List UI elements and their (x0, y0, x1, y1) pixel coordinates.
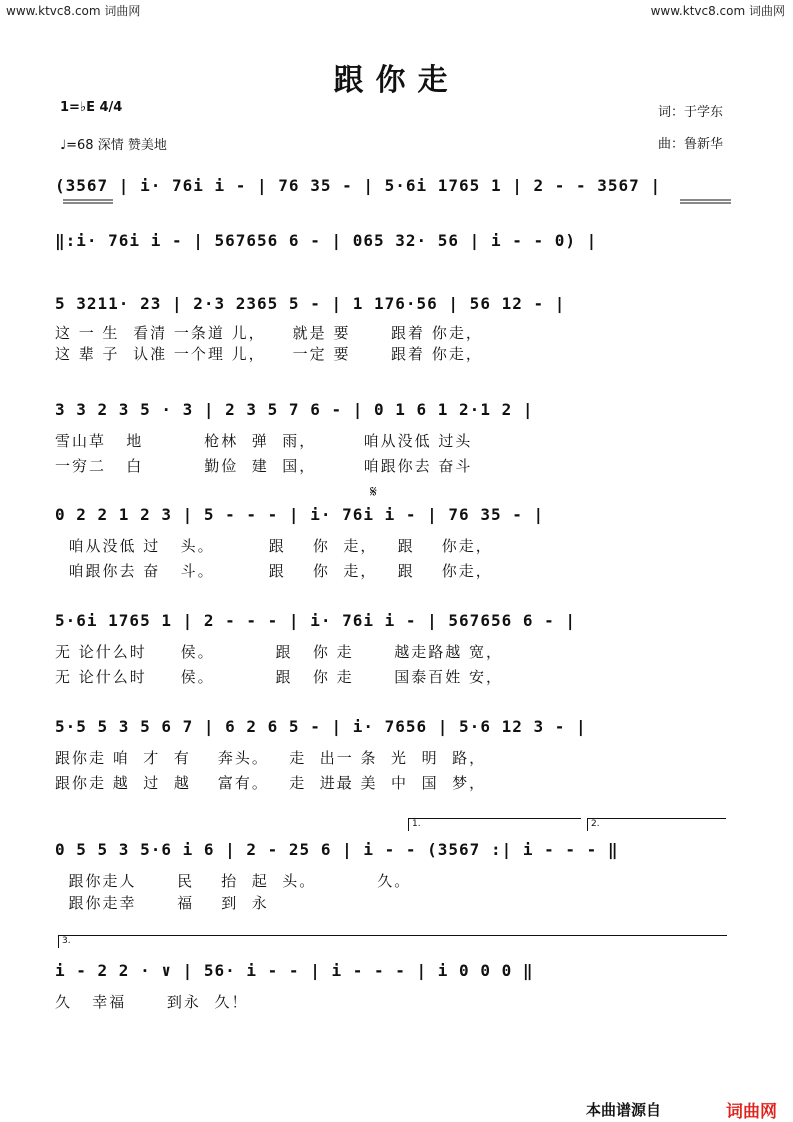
notes-row: 3 3 2 3 5 · 3 | 2 3 5 7 6 - | 0 1 6 1 2·1 2 | (55, 400, 534, 419)
lyrics-verse-1: 久 幸福 到永 久！ (55, 993, 249, 1011)
notes-row: 5 3211· 23 | 2·3 2365 5 - | 1 176·56 | 56 12 - | (55, 294, 566, 313)
notes-row: 5·5 5 3 5 6 7 | 6 2 6 5 - | i· 7656 | 5·6 12 3 - | (55, 717, 587, 736)
notes-row: ‖:i· 76i i - | 567656 6 - | 065 32· 56 | i - - 0) | (55, 231, 598, 250)
lyrics-verse-1: 这 一 生 看清 一条道 儿， 就是 要 跟着 你走， (55, 324, 483, 342)
notes-row: 0 2 2 1 2 3 | 5 - - - | i· 76i i - | 76 35 - | (55, 505, 545, 524)
watermark-left: www.ktvc8.com 词曲网 (6, 4, 141, 18)
lyrics-verse-1: 无 论什么时 侯。 跟 你 走 越走路越 宽， (55, 643, 503, 661)
lyrics-verse-1: 跟你走人 民 抬 起 头。 久。 (55, 872, 412, 890)
lyrics-verse-1: 跟你走 咱 才 有 奔头。 走 出一 条 光 明 路， (55, 749, 487, 767)
song-title: 跟你走 (333, 63, 460, 98)
underlines (55, 176, 731, 226)
source-label: 本曲谱源自 (586, 1101, 662, 1119)
lyrics-verse-1: 雪山草 地 枪林 弹 雨， 咱从没低 过头 (55, 432, 473, 450)
notes-row: 0 5 5 3 5·6 i 6 | 2 - 25 6 | i - - (3567 :| i - - - ‖ (55, 840, 619, 859)
segno-sign: 𝄋 (370, 482, 377, 501)
volta-first-ending: 1. (408, 818, 581, 831)
key-signature: 1=♭E 4/4 (60, 100, 123, 115)
site-logo[interactable]: 词曲网 (726, 1102, 777, 1122)
volta-third-ending: 3. (58, 935, 727, 948)
lyrics-verse-2: 跟你走 越 过 越 富有。 走 进最 美 中 国 梦， (55, 774, 487, 792)
lyricist-credit: 词：于学东 (658, 105, 724, 120)
lyrics-verse-2: 跟你走幸 福 到 永 (55, 894, 269, 912)
volta-second-ending: 2. (587, 818, 726, 831)
composer-credit: 曲：鲁新华 (658, 137, 724, 152)
lyrics-verse-2: 这 辈 子 认准 一个理 儿， 一定 要 跟着 你走， (55, 345, 483, 363)
lyrics-verse-2: 无 论什么时 侯。 跟 你 走 国泰百姓 安， (55, 668, 503, 686)
tempo-marking: ♩=68 深情 赞美地 (60, 138, 167, 153)
notes-row: 5·6i 1765 1 | 2 - - - | i· 76i i - | 567656 6 - | (55, 611, 577, 630)
lyrics-verse-2: 咱跟你去 奋 斗。 跟 你 走， 跟 你走， (55, 562, 493, 580)
notes-row: (3567 | i· 76i i - | 76 35 - | 5·6i 1765 1 | 2 - - 3567 | (55, 176, 662, 195)
watermark-right: www.ktvc8.com 词曲网 (650, 4, 785, 18)
lyrics-verse-2: 一穷二 白 勤俭 建 国， 咱跟你去 奋斗 (55, 457, 473, 475)
notes-row: i - 2 2 · ∨ | 56· i - - | i - - - | i 0 0 0 ‖ (55, 961, 534, 980)
lyrics-verse-1: 咱从没低 过 头。 跟 你 走， 跟 你走， (55, 537, 493, 555)
